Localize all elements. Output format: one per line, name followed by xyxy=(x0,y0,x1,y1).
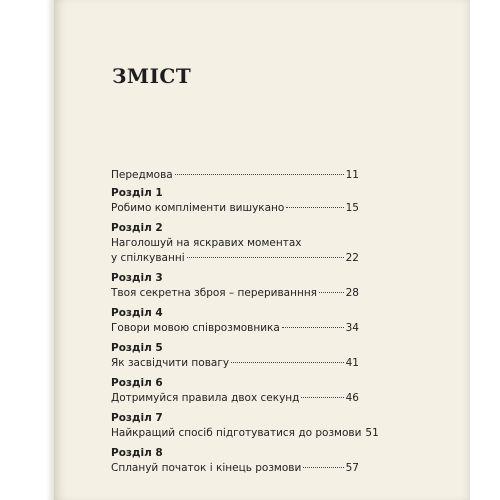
toc-entry-text: Твоя секретна зброя – перериванння xyxy=(111,287,317,299)
toc-page-number: 57 xyxy=(345,462,359,474)
dot-leader xyxy=(282,326,344,328)
dot-leader xyxy=(303,466,343,468)
toc-entry-chapter-3 xyxy=(111,271,359,301)
toc-entry-text: Робимо компліменти вишукано xyxy=(111,202,285,214)
chapter-label: Розділ 2 xyxy=(111,222,163,234)
toc-entry-text-line1: Наголошуй на яскравих моментах xyxy=(111,237,302,249)
toc-entry-chapter-2 xyxy=(111,221,359,266)
toc-page-number: 28 xyxy=(345,287,359,299)
toc-entry-chapter-1 xyxy=(111,186,359,216)
toc-entry-text: Найкращий спосіб підготуватися до розмови xyxy=(111,427,362,439)
chapter-label: Розділ 8 xyxy=(111,447,163,459)
table-of-contents xyxy=(111,168,379,476)
toc-page-number: 51 xyxy=(365,427,379,439)
toc-entry-chapter-7 xyxy=(111,411,379,441)
toc-page-number: 15 xyxy=(345,202,359,214)
toc-entry-text: Передмова xyxy=(111,169,173,181)
toc-entry-text: Говори мовою співрозмовника xyxy=(111,322,280,334)
dot-leader xyxy=(319,291,344,293)
toc-entry-chapter-5 xyxy=(111,341,359,371)
toc-entry-text: Як засвідчити повагу xyxy=(111,357,230,369)
toc-entry-text: Сплануй початок і кінець розмови xyxy=(111,462,302,474)
toc-page-number: 46 xyxy=(345,392,359,404)
toc-entry-text-line2: у спілкуванні xyxy=(111,252,185,264)
toc-page-number: 22 xyxy=(345,252,359,264)
dot-leader xyxy=(187,256,344,258)
toc-entry-text: Дотримуйся правила двох секунд xyxy=(111,392,300,404)
chapter-label: Розділ 3 xyxy=(111,272,163,284)
dot-leader xyxy=(301,396,343,398)
dot-leader xyxy=(175,173,344,175)
toc-page-number: 34 xyxy=(345,322,359,334)
toc-entry-chapter-8 xyxy=(111,446,359,476)
chapter-label: Розділ 7 xyxy=(111,412,163,424)
dot-leader xyxy=(286,206,343,208)
toc-entry-preface xyxy=(111,168,359,183)
toc-page-number: 41 xyxy=(345,357,359,369)
toc-entry-chapter-4 xyxy=(111,306,359,336)
chapter-label: Розділ 4 xyxy=(111,307,163,319)
page-title: ЗМІСТ xyxy=(112,64,192,88)
dot-leader xyxy=(231,361,344,363)
chapter-label: Розділ 6 xyxy=(111,377,163,389)
toc-entry-chapter-6 xyxy=(111,376,359,406)
toc-page-number: 11 xyxy=(345,169,359,181)
chapter-label: Розділ 5 xyxy=(111,342,163,354)
chapter-label: Розділ 1 xyxy=(111,187,163,199)
